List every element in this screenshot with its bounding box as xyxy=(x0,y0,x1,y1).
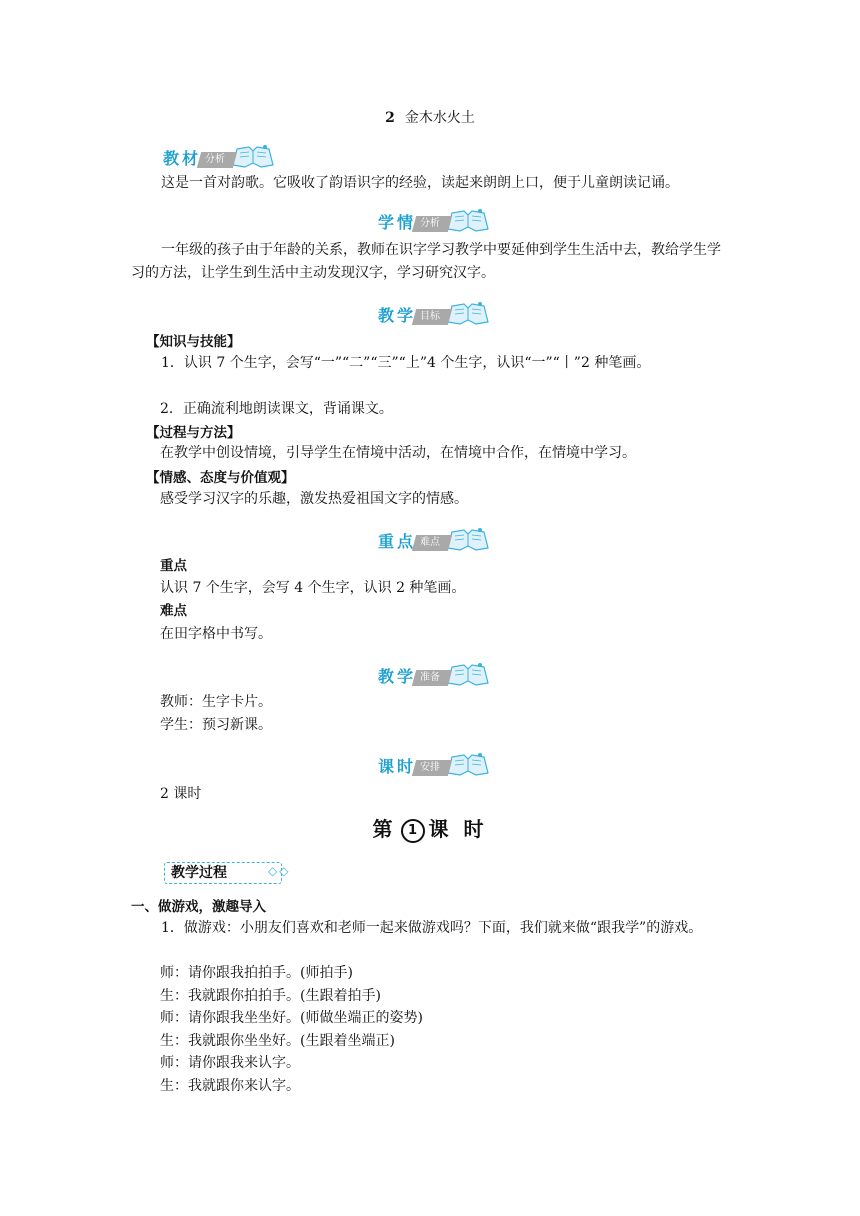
dialog-line: 师：请你跟我坐坐好。(师做坐端正的姿势) xyxy=(160,1010,423,1026)
difficulty-text: 在田字格中书写。 xyxy=(160,626,272,642)
lesson-title-heading xyxy=(0,107,860,127)
badge-main-text: 教学 xyxy=(378,306,417,325)
key-text: 认识 7 个生字，会写 4 个生字，认识 2 种笔画。 xyxy=(160,580,466,596)
analysis-paragraph: 这是一首对韵歌。它吸收了韵语识字的经验，读起来朗朗上口，便于儿童朗读记诵。 xyxy=(161,175,679,191)
section-badge-schedule xyxy=(378,749,490,777)
period-number-circle: 1 xyxy=(401,819,425,843)
section-badge-keypoints xyxy=(378,524,490,552)
schedule-text: 2 课时 xyxy=(160,786,202,802)
goal-item-4: 感受学习汉字的乐趣，激发热爱祖国文字的情感。 xyxy=(160,491,468,507)
badge-sub-tag: 安排 xyxy=(412,760,452,776)
badge-main-text: 课时 xyxy=(378,757,417,776)
key-heading: 重点 xyxy=(160,558,187,574)
dialog-line: 师：请你跟我来认字。 xyxy=(160,1055,300,1071)
badge-main-text: 教学 xyxy=(378,667,417,686)
goal-item-1: 1．认识 7 个生字，会写“一”“二”“三”“上”4 个生字，认识“一”“丨”2 种笔画。 xyxy=(161,355,651,371)
open-book-icon xyxy=(446,661,490,687)
open-book-icon xyxy=(446,300,490,326)
goals-heading-values: 【情感、态度与价值观】 xyxy=(146,470,295,486)
section-badge-prep xyxy=(378,659,490,687)
open-book-icon xyxy=(446,526,490,552)
badge-sub-tag: 难点 xyxy=(412,535,452,551)
diamond-dots-icon: ◇◇ xyxy=(268,864,291,878)
open-book-icon xyxy=(446,751,490,777)
open-book-icon xyxy=(231,143,275,169)
open-book-icon xyxy=(446,207,490,233)
badge-main-text: 学情 xyxy=(378,213,417,232)
dialog-line: 生：我就跟你拍拍手。(生跟着拍手) xyxy=(160,988,381,1004)
badge-sub-tag: 分析 xyxy=(412,216,452,232)
goal-item-2: 2．正确流利地朗读课文，背诵课文。 xyxy=(160,401,393,417)
badge-sub-tag: 分析 xyxy=(197,152,237,168)
difficulty-heading: 难点 xyxy=(160,603,187,619)
prep-student: 学生：预习新课。 xyxy=(160,717,272,733)
section-badge-learning xyxy=(378,205,490,233)
badge-main-text: 教材 xyxy=(163,149,202,168)
lesson-number: 2 xyxy=(385,110,395,126)
learning-paragraph: 一年级的孩子由于年龄的关系，教师在识字学习教学中要延伸到学生生活中去，教给学生学习的方法，让学生到生活中主动发现汉字，学习研究汉字。 xyxy=(131,242,721,281)
lesson-name: 金木水火土 xyxy=(404,110,475,126)
badge-sub-tag: 目标 xyxy=(412,309,452,325)
period-title xyxy=(0,813,860,843)
section-badge-goals xyxy=(378,298,490,326)
process-paragraph-1: 1．做游戏：小朋友们喜欢和老师一起来做游戏吗？下面，我们就来做“跟我学”的游戏。 xyxy=(161,920,703,936)
period-title-pre: 第 xyxy=(372,817,397,841)
section-badge-analysis xyxy=(163,141,275,169)
step-heading-1: 一、做游戏，激趣导入 xyxy=(131,899,266,915)
goal-item-3: 在教学中创设情境，引导学生在情境中活动，在情境中合作，在情境中学习。 xyxy=(160,445,636,461)
process-label-box: 教学过程 xyxy=(164,862,282,884)
dialog-line: 师：请你跟我拍拍手。(师拍手) xyxy=(160,965,353,981)
goals-heading-knowledge: 【知识与技能】 xyxy=(146,334,241,350)
dialog-line: 生：我就跟你来认字。 xyxy=(160,1078,300,1094)
period-title-post: 课 时 xyxy=(428,817,488,841)
prep-teacher: 教师：生字卡片。 xyxy=(160,694,272,710)
badge-main-text: 重点 xyxy=(378,532,417,551)
dialog-line: 生：我就跟你坐坐好。(生跟着坐端正) xyxy=(160,1033,395,1049)
badge-sub-tag: 准备 xyxy=(412,670,452,686)
goals-heading-process: 【过程与方法】 xyxy=(146,425,241,441)
